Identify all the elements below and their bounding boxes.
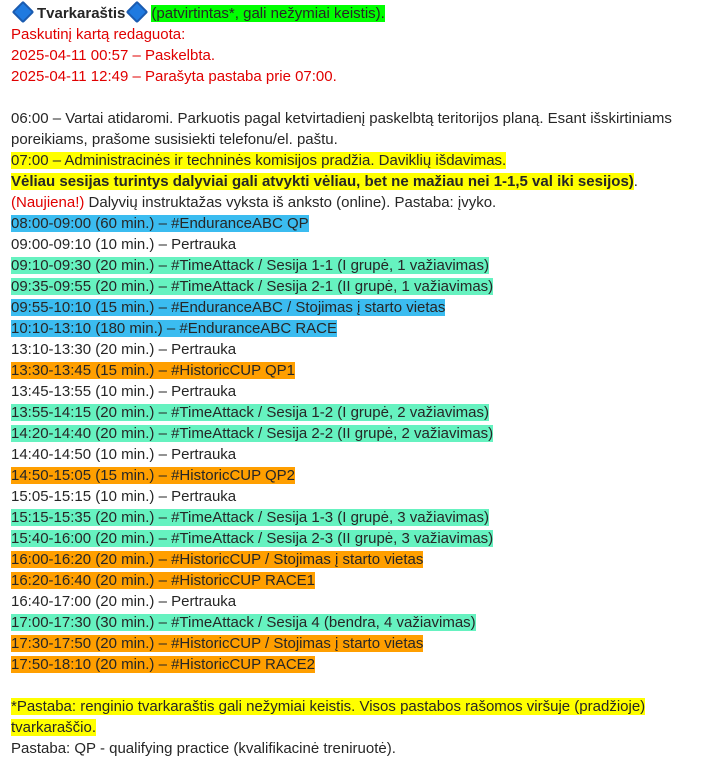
schedule-entry: 10:10-13:10 (180 min.) – #EnduranceABC RACE bbox=[11, 320, 338, 337]
schedule-row bbox=[11, 318, 720, 339]
schedule-entry: 09:00-09:10 (10 min.) – Pertrauka bbox=[11, 236, 237, 253]
briefing-text: Dalyvių instruktažas vyksta iš anksto (online). Pastaba: įvyko. bbox=[84, 194, 497, 211]
schedule-row bbox=[11, 339, 720, 360]
schedule-row bbox=[11, 549, 720, 570]
schedule-row bbox=[11, 591, 720, 612]
schedule-row bbox=[11, 297, 720, 318]
schedule-row bbox=[11, 402, 720, 423]
schedule-entry: 14:50-15:05 (15 min.) – #HistoricCUP QP2 bbox=[11, 467, 296, 484]
intro-briefing-line bbox=[11, 192, 720, 213]
arrival-highlight: Vėliau sesijas turintys dalyviai gali atvykti vėliau, bet ne mažiau nei 1-1,5 val iki sesijos) bbox=[11, 173, 634, 190]
schedule-row bbox=[11, 381, 720, 402]
schedule-entry: 16:40-17:00 (20 min.) – Pertrauka bbox=[11, 593, 237, 610]
schedule-row bbox=[11, 486, 720, 507]
schedule-row bbox=[11, 465, 720, 486]
footer-qp-note: Pastaba: QP - qualifying practice (kvalifikacinė treniruotė). bbox=[11, 740, 396, 757]
schedule-row bbox=[11, 444, 720, 465]
schedule-entry: 13:45-13:55 (10 min.) – Pertrauka bbox=[11, 383, 237, 400]
schedule-row bbox=[11, 654, 720, 675]
schedule-entry: 09:35-09:55 (20 min.) – #TimeAttack / Sesija 2-1 (II grupė, 1 važiavimas) bbox=[11, 278, 494, 295]
blue-diamond-icon bbox=[126, 1, 149, 24]
schedule-entry: 09:10-09:30 (20 min.) – #TimeAttack / Sesija 1-1 (I grupė, 1 važiavimas) bbox=[11, 257, 489, 274]
edit-history-entry: 2025-04-11 00:57 – Paskelbta. bbox=[11, 47, 216, 64]
schedule-row bbox=[11, 633, 720, 654]
footer-note-line bbox=[11, 696, 711, 738]
new-badge: (Naujiena!) bbox=[11, 194, 85, 211]
schedule-row bbox=[11, 612, 720, 633]
status-note: (patvirtintas*, gali nežymiai keistis). bbox=[151, 5, 385, 22]
schedule-row bbox=[11, 276, 720, 297]
schedule-entry: 16:20-16:40 (20 min.) – #HistoricCUP RACE1 bbox=[11, 572, 316, 589]
schedule-entry: 17:30-17:50 (20 min.) – #HistoricCUP / Stojimas į starto vietas bbox=[11, 635, 424, 652]
edit-history-label: Paskutinį kartą redaguota: bbox=[11, 26, 186, 43]
header-line bbox=[11, 3, 720, 24]
schedule-row bbox=[11, 423, 720, 444]
intro-contact-line: poreikiams, prašome susisiekti telefonu/el. paštu. bbox=[11, 131, 338, 148]
schedule-row bbox=[11, 570, 720, 591]
schedule-entry: 13:30-13:45 (15 min.) – #HistoricCUP QP1 bbox=[11, 362, 296, 379]
edit-history-entry: 2025-04-11 12:49 – Parašyta pastaba prie 07:00. bbox=[11, 68, 337, 85]
schedule-row bbox=[11, 255, 720, 276]
schedule-row bbox=[11, 234, 720, 255]
schedule-entry: 15:05-15:15 (10 min.) – Pertrauka bbox=[11, 488, 237, 505]
schedule-entry: 09:55-10:10 (15 min.) – #EnduranceABC / Stojimas į starto vietas bbox=[11, 299, 446, 316]
blue-diamond-icon bbox=[12, 1, 35, 24]
schedule-entry: 17:50-18:10 (20 min.) – #HistoricCUP RACE2 bbox=[11, 656, 316, 673]
intro-arrival-line bbox=[11, 171, 720, 192]
intro-commission-line bbox=[11, 150, 720, 171]
commission-highlight: 07:00 – Administracinės ir techninės komisijos pradžia. Daviklių išdavimas. bbox=[11, 152, 507, 169]
schedule-entry: 16:00-16:20 (20 min.) – #HistoricCUP / Stojimas į starto vietas bbox=[11, 551, 424, 568]
schedule-row bbox=[11, 213, 720, 234]
schedule-entry: 15:15-15:35 (20 min.) – #TimeAttack / Sesija 1-3 (I grupė, 3 važiavimas) bbox=[11, 509, 489, 526]
footer-note: *Pastaba: renginio tvarkaraštis gali nežymiai keistis. Visos pastabos rašomos viršuje (pradžioje) tvarkaraščio. bbox=[11, 698, 646, 736]
schedule-entry: 15:40-16:00 (20 min.) – #TimeAttack / Sesija 2-3 (II grupė, 3 važiavimas) bbox=[11, 530, 494, 547]
schedule-list bbox=[11, 213, 720, 675]
schedule-entry: 17:00-17:30 (30 min.) – #TimeAttack / Sesija 4 (bendra, 4 važiavimas) bbox=[11, 614, 476, 631]
intro-gates-line: 06:00 – Vartai atidaromi. Parkuotis pagal ketvirtadienį paskelbtą teritorijos planą. Esant išskirtiniams bbox=[11, 110, 672, 127]
schedule-entry: 14:20-14:40 (20 min.) – #TimeAttack / Sesija 2-2 (II grupė, 2 važiavimas) bbox=[11, 425, 494, 442]
schedule-row bbox=[11, 528, 720, 549]
schedule-row bbox=[11, 360, 720, 381]
schedule-entry: 14:40-14:50 (10 min.) – Pertrauka bbox=[11, 446, 237, 463]
schedule-entry: 08:00-09:00 (60 min.) – #EnduranceABC QP bbox=[11, 215, 309, 232]
schedule-entry: 13:55-14:15 (20 min.) – #TimeAttack / Sesija 1-2 (I grupė, 2 važiavimas) bbox=[11, 404, 489, 421]
page-title: Tvarkaraštis bbox=[37, 5, 126, 22]
schedule-entry: 13:10-13:30 (20 min.) – Pertrauka bbox=[11, 341, 237, 358]
schedule-row bbox=[11, 507, 720, 528]
arrival-tail: . bbox=[633, 173, 638, 190]
